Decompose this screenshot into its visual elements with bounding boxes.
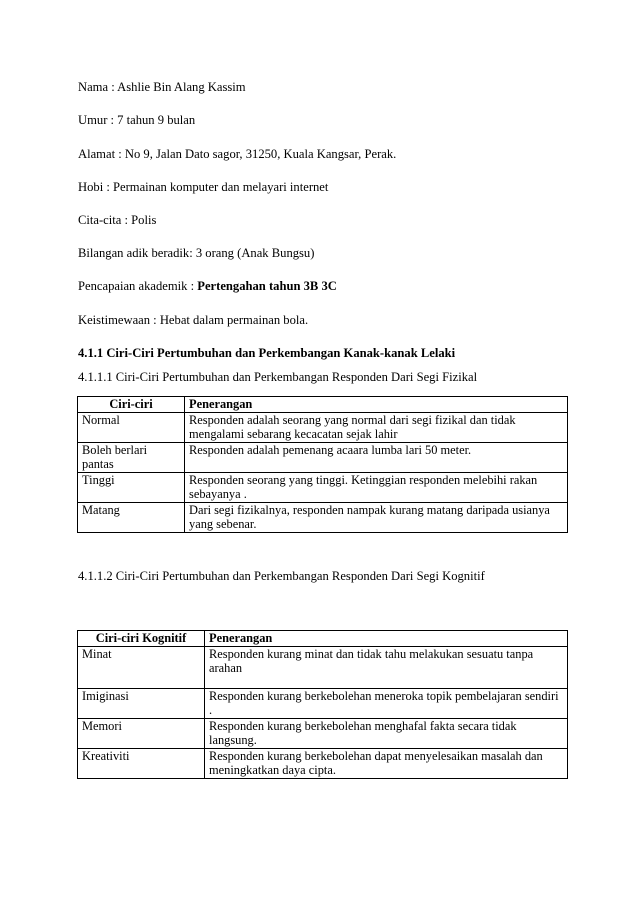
- table-row: [78, 412, 568, 442]
- table-header-row: [78, 631, 568, 647]
- table-row: [78, 502, 568, 532]
- row-ciri: Memori: [78, 718, 205, 748]
- row-ciri: Matang: [78, 502, 185, 532]
- row-ciri: Kreativiti: [78, 748, 205, 778]
- subsection-kognitif: 4.1.1.2 Ciri-Ciri Pertumbuhan dan Perkembangan Responden Dari Segi Kognitif: [78, 569, 485, 583]
- row-penerangan: Dari segi fizikalnya, responden nampak kurang matang daripada usianya yang sebenar.: [185, 502, 568, 532]
- profile-cita-cita: Cita-cita : Polis: [78, 213, 157, 227]
- profile-bilangan: Bilangan adik beradik: 3 orang (Anak Bungsu): [78, 246, 315, 260]
- row-penerangan: Responden adalah pemenang acaara lumba lari 50 meter.: [185, 442, 568, 472]
- row-penerangan: Responden kurang minat dan tidak tahu melakukan sesuatu tanpa arahan: [205, 646, 568, 688]
- pencapaian-value: Pertengahan tahun 3B 3C: [197, 279, 337, 293]
- row-penerangan: Responden kurang berkebolehan menghafal fakta secara tidak langsung.: [205, 718, 568, 748]
- table-row: [78, 472, 568, 502]
- table-header-row: [78, 397, 568, 413]
- profile-alamat: Alamat : No 9, Jalan Dato sagor, 31250, Kuala Kangsar, Perak.: [78, 147, 397, 161]
- table-row: [78, 442, 568, 472]
- profile-hobi: Hobi : Permainan komputer dan melayari internet: [78, 180, 329, 194]
- row-penerangan: Responden kurang berkebolehan meneroka topik pembelajaran sendiri .: [205, 688, 568, 718]
- row-ciri: Imiginasi: [78, 688, 205, 718]
- profile-pencapaian: [78, 278, 337, 294]
- row-penerangan: Responden kurang berkebolehan dapat menyelesaikan masalah dan meningkatkan daya cipta.: [205, 748, 568, 778]
- profile-keistimewaan: Keistimewaan : Hebat dalam permainan bola.: [78, 313, 309, 327]
- table-row: [78, 688, 568, 718]
- row-ciri: Normal: [78, 412, 185, 442]
- row-ciri: Tinggi: [78, 472, 185, 502]
- header-ciri: Ciri-ciri: [78, 397, 185, 413]
- header-ciri-kognitif: Ciri-ciri Kognitif: [78, 631, 205, 647]
- table-row: [78, 748, 568, 778]
- header-penerangan: Penerangan: [205, 631, 568, 647]
- kognitif-table: [77, 630, 568, 779]
- row-ciri: Boleh berlari pantas: [78, 442, 185, 472]
- section-heading: 4.1.1 Ciri-Ciri Pertumbuhan dan Perkembangan Kanak-kanak Lelaki: [78, 346, 456, 360]
- header-penerangan: Penerangan: [185, 397, 568, 413]
- row-ciri: Minat: [78, 646, 205, 688]
- pencapaian-label: Pencapaian akademik :: [78, 279, 198, 293]
- row-penerangan: Responden seorang yang tinggi. Ketinggian responden melebihi rakan sebayanya .: [185, 472, 568, 502]
- table-row: [78, 646, 568, 688]
- subsection-fizikal: 4.1.1.1 Ciri-Ciri Pertumbuhan dan Perkembangan Responden Dari Segi Fizikal: [78, 370, 478, 384]
- profile-nama: Nama : Ashlie Bin Alang Kassim: [78, 80, 246, 94]
- row-penerangan: Responden adalah seorang yang normal dari segi fizikal dan tidak mengalami sebarang kecacatan sejak lahir: [185, 412, 568, 442]
- table-row: [78, 718, 568, 748]
- profile-umur: Umur : 7 tahun 9 bulan: [78, 113, 196, 127]
- fizikal-table: [77, 396, 568, 533]
